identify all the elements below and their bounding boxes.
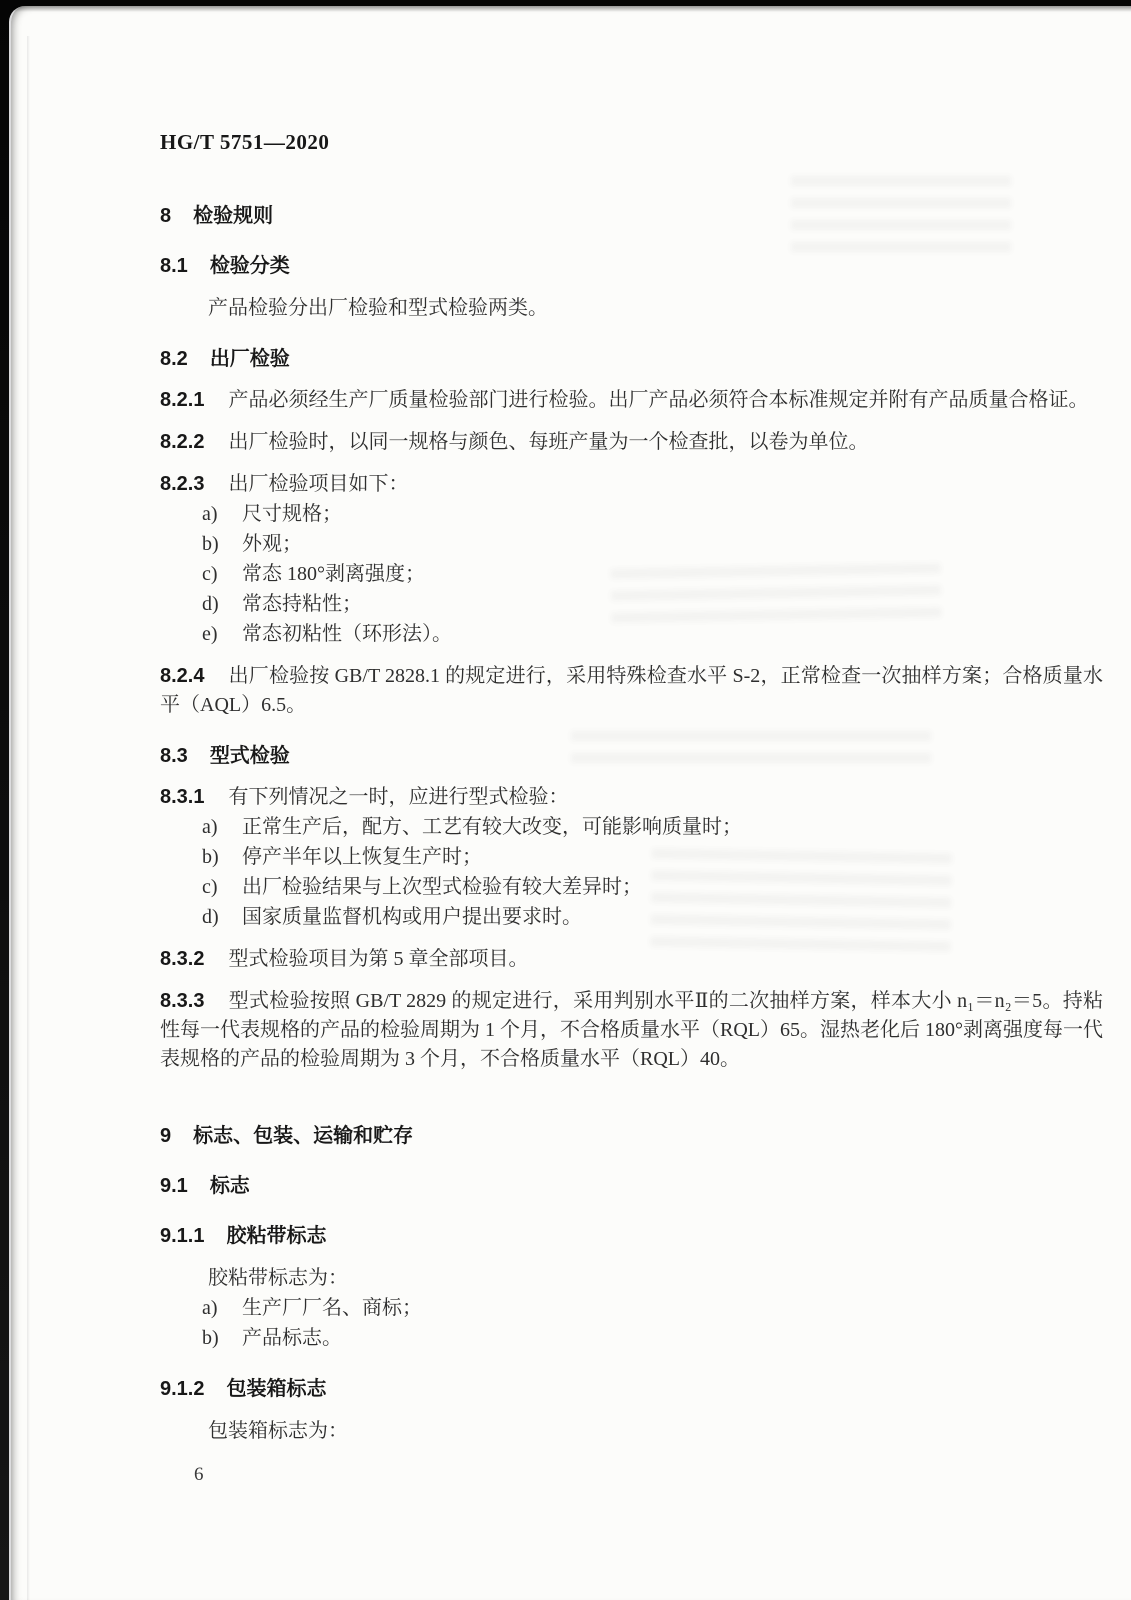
list-item	[160, 843, 1103, 872]
text: 出厂检验按 GB/T 2828.1 的规定进行，采用特殊检查水平 S-2，正常检查一次抽样方案；合格质量水平（AQL）6.5。	[160, 665, 1103, 716]
text: 常态持粘性；	[242, 593, 362, 615]
text: 出厂检验项目如下：	[228, 473, 409, 495]
text: 尺寸规格；	[242, 503, 342, 525]
text: 型式检验	[209, 745, 290, 767]
clause-number: 8.3.2	[160, 948, 205, 970]
paragraph	[160, 1417, 1103, 1446]
text: 国家质量监督机构或用户提出要求时。	[242, 906, 582, 928]
subsection-heading	[160, 1172, 1103, 1200]
clause-number: 9.1.2	[160, 1378, 205, 1400]
clause-number: 8.2.1	[160, 389, 205, 411]
clause-number: 8.3.3	[160, 990, 205, 1012]
paragraph	[160, 294, 1103, 323]
clause-paragraph	[160, 386, 1103, 415]
text: 型式检验按照 GB/T 2829 的规定进行，采用判别水平Ⅱ的二次抽样方案，样本大小 n₁＝n₂＝5。持粘性每一代表规格的产品的检验周期为 1 个月，不合格质量水平（RQL）65。湿热老化后 180°剥离强度每一代表规格的产品的检验周期为 3 个月，不合格质量水平（RQL）40。	[160, 990, 1103, 1070]
list-item-label: b)	[202, 1327, 219, 1349]
list-item-label: a)	[202, 1297, 218, 1319]
text: 外观；	[242, 533, 302, 555]
document-body	[160, 202, 1103, 1446]
text: 出厂检验	[209, 348, 290, 370]
text: 型式检验项目为第 5 章全部项目。	[228, 948, 529, 970]
text: 标志、包装、运输和贮存	[193, 1125, 414, 1147]
subsubsection-heading	[160, 1222, 1103, 1250]
list-item-label: c)	[202, 563, 218, 585]
section-heading	[160, 202, 1103, 230]
page-number: 6	[194, 1464, 204, 1485]
text: 包装箱标志	[226, 1378, 327, 1400]
list-item-label: a)	[202, 816, 218, 838]
clause-paragraph	[160, 470, 1103, 499]
list-item	[160, 1294, 1103, 1323]
subsection-heading	[160, 742, 1103, 770]
clause-number: 8.2.3	[160, 473, 205, 495]
list-item	[160, 560, 1103, 589]
list-item-label: e)	[202, 623, 218, 645]
text: 胶粘带标志为：	[208, 1267, 348, 1289]
text: 正常生产后，配方、工艺有较大改变，可能影响质量时；	[242, 816, 742, 838]
text: 产品必须经生产厂质量检验部门进行检验。出厂产品必须符合本标准规定并附有产品质量合格证。	[228, 389, 1089, 411]
list-item	[160, 1324, 1103, 1353]
clause-number: 9.1.1	[160, 1225, 205, 1247]
clause-number: 8.3	[160, 745, 188, 767]
document-content	[160, 6, 1103, 1489]
text: 检验规则	[193, 205, 274, 227]
clause-paragraph	[160, 783, 1103, 812]
clause-number: 8.1	[160, 255, 188, 277]
clause-number: 8.2	[160, 348, 188, 370]
list-item	[160, 813, 1103, 842]
list-item	[160, 530, 1103, 559]
text: 出厂检验时，以同一规格与颜色、每班产量为一个检查批，以卷为单位。	[228, 431, 869, 453]
text: 常态 180°剥离强度；	[242, 563, 425, 585]
list-item-label: a)	[202, 503, 218, 525]
clause-number: 8	[160, 205, 172, 227]
list-item	[160, 590, 1103, 619]
text: 有下列情况之一时，应进行型式检验：	[228, 786, 569, 808]
list-item-label: b)	[202, 846, 219, 868]
list-item	[160, 620, 1103, 649]
clause-paragraph	[160, 987, 1103, 1074]
text: 生产厂厂名、商标；	[242, 1297, 422, 1319]
section-heading	[160, 1122, 1103, 1150]
text: 出厂检验结果与上次型式检验有较大差异时；	[242, 876, 642, 898]
list-item-label: d)	[202, 906, 219, 928]
scanned-page	[9, 6, 1131, 1600]
text: 产品标志。	[242, 1327, 342, 1349]
clause-paragraph	[160, 945, 1103, 974]
text: 停产半年以上恢复生产时；	[242, 846, 482, 868]
clause-number: 9.1	[160, 1175, 188, 1197]
list-item-label: b)	[202, 533, 219, 555]
list-item	[160, 500, 1103, 529]
list-item	[160, 903, 1103, 932]
text: 检验分类	[209, 255, 290, 277]
text: 常态初粘性（环形法）。	[242, 623, 452, 645]
list-item-label: c)	[202, 876, 218, 898]
clause-number: 8.3.1	[160, 786, 205, 808]
clause-paragraph	[160, 662, 1103, 720]
clause-paragraph	[160, 428, 1103, 457]
paragraph	[160, 1264, 1103, 1293]
list-item	[160, 873, 1103, 902]
clause-number: 8.2.2	[160, 431, 205, 453]
text: 产品检验分出厂检验和型式检验两类。	[208, 297, 548, 319]
text: 标志	[209, 1175, 250, 1197]
subsection-heading	[160, 252, 1103, 280]
clause-number: 8.2.4	[160, 665, 205, 687]
text: 包装箱标志为：	[208, 1420, 348, 1442]
standard-number-header: HG/T 5751—2020	[160, 130, 330, 154]
text: 胶粘带标志	[226, 1225, 327, 1247]
clause-number: 9	[160, 1125, 172, 1147]
subsubsection-heading	[160, 1375, 1103, 1403]
list-item-label: d)	[202, 593, 219, 615]
subsection-heading	[160, 345, 1103, 373]
